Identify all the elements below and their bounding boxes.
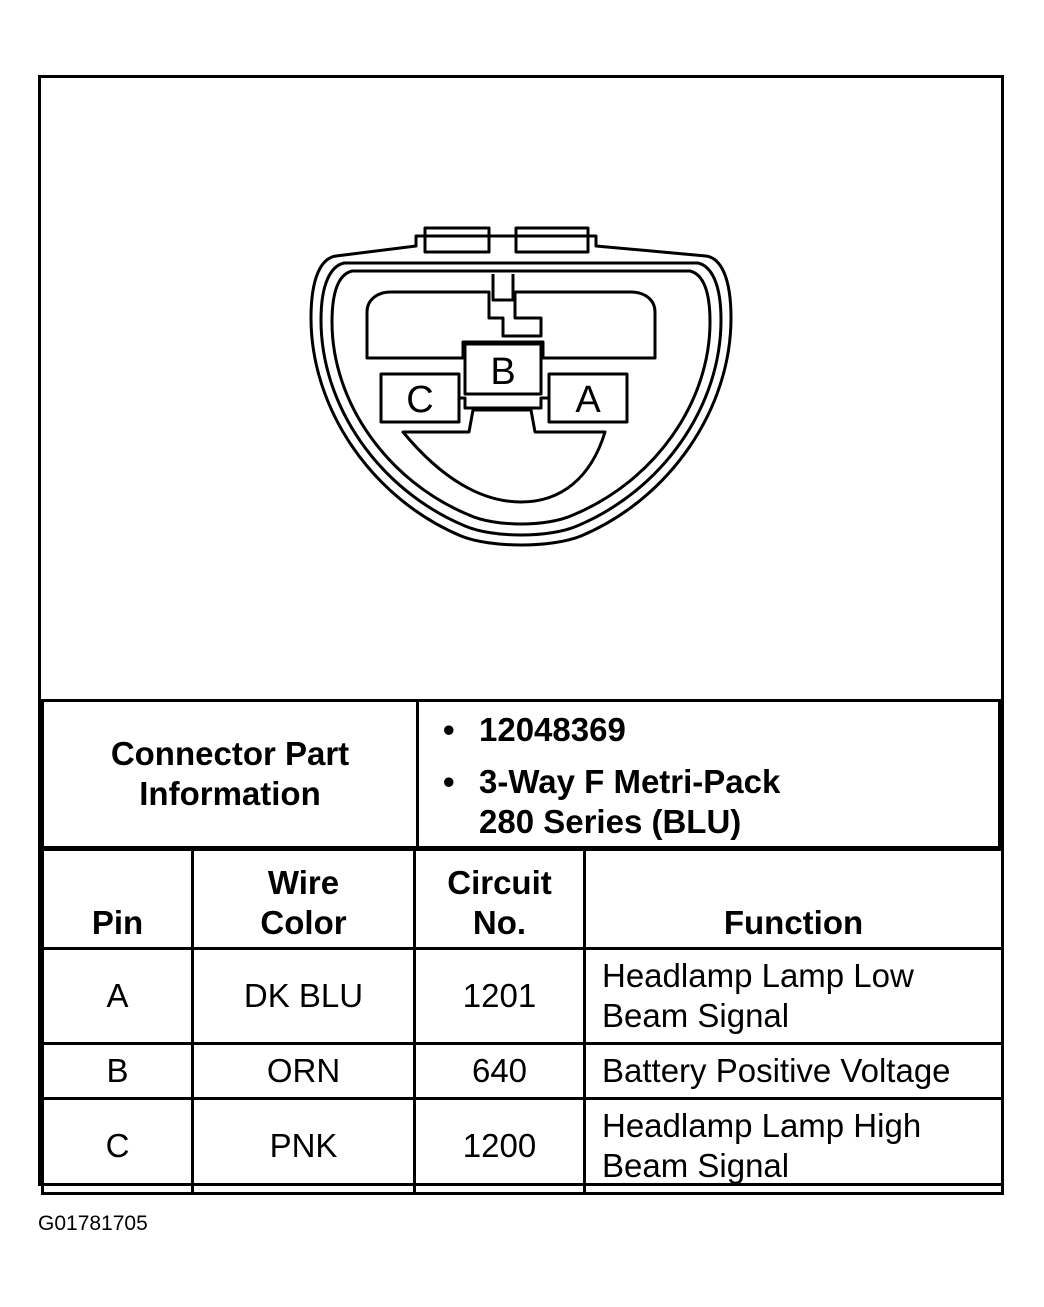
figure-id: G01781705: [38, 1212, 148, 1235]
cell-wire-color: ORN: [193, 1044, 415, 1099]
cell-function: [585, 949, 1003, 1044]
pin-label-a: A: [575, 379, 601, 421]
connector-part-info-table: [41, 699, 1001, 849]
lower-cavity: [403, 410, 605, 502]
table-row: [43, 1099, 1003, 1194]
part-description-item: [443, 762, 998, 842]
header-pin-label: Pin: [91, 904, 144, 941]
bullet-icon: •: [443, 763, 455, 800]
header-circuit-line1: Circuit: [447, 864, 552, 901]
cell-circuit: 1201: [415, 949, 585, 1044]
connector-face-drawing: [41, 78, 1001, 700]
header-wire-color: [193, 850, 415, 949]
cell-function: [585, 1099, 1003, 1194]
cell-function-line2: Beam Signal: [602, 1147, 790, 1184]
cell-wire-color: PNK: [193, 1099, 415, 1194]
header-wire-color-line2: Color: [260, 904, 347, 941]
table-row: [43, 949, 1003, 1044]
part-description-line2: 280 Series (BLU): [479, 803, 742, 840]
header-pin: [43, 850, 193, 949]
table-row: [43, 1044, 1003, 1099]
terminal-b-partition: [459, 398, 549, 408]
locking-tab-left: [425, 228, 489, 252]
connector-diagram: [41, 78, 1001, 700]
cell-pin: C: [43, 1099, 193, 1194]
pin-label-b: B: [490, 351, 516, 393]
part-info-details: [418, 701, 1000, 848]
part-number: 12048369: [479, 711, 626, 748]
header-function: [585, 850, 1003, 949]
cell-wire-color: DK BLU: [193, 949, 415, 1044]
bullet-icon: •: [443, 711, 455, 748]
cell-function-line1: Headlamp Lamp Low: [602, 957, 914, 994]
header-circuit: [415, 850, 585, 949]
part-info-label-line1: Connector Part: [110, 735, 350, 772]
pinout-header-row: [43, 850, 1003, 949]
cell-circuit: 640: [415, 1044, 585, 1099]
cell-pin: B: [43, 1044, 193, 1099]
header-function-label: Function: [723, 904, 864, 941]
cell-function-line1: Headlamp Lamp High: [602, 1107, 922, 1144]
cell-function: [585, 1044, 1003, 1099]
diagram-frame: [38, 75, 1004, 1186]
part-info-label-line2: Information: [139, 775, 321, 812]
cell-circuit: 1200: [415, 1099, 585, 1194]
pinout-table: [41, 848, 1004, 1195]
connector-outer-shell: [311, 236, 731, 545]
cell-function-line1: Battery Positive Voltage: [602, 1052, 951, 1089]
part-description-line1: 3-Way F Metri-Pack: [479, 763, 781, 800]
part-number-item: [443, 710, 998, 750]
part-info-label: [43, 701, 418, 848]
header-circuit-line2: No.: [472, 904, 527, 941]
cell-pin: A: [43, 949, 193, 1044]
cell-function-line2: Beam Signal: [602, 997, 790, 1034]
key-slot: [493, 274, 513, 300]
upper-cavity: [367, 292, 655, 358]
pin-label-c: C: [406, 379, 434, 421]
header-wire-color-line1: Wire: [267, 864, 340, 901]
locking-tab-right: [516, 228, 588, 252]
